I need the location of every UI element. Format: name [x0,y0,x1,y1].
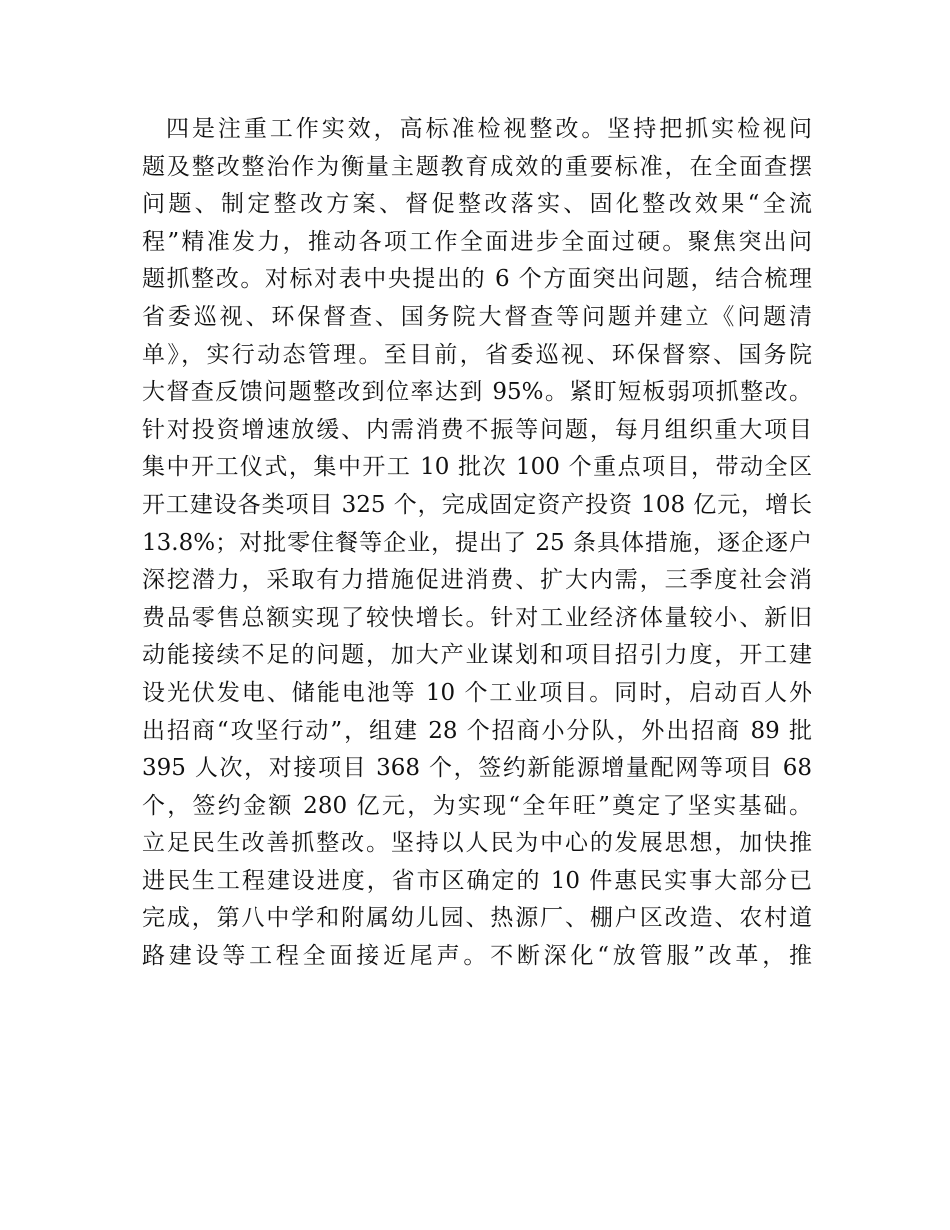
text-line: 四是注重工作实效，高标准检视整改。坚持把抓实检视问 [166,116,812,142]
text-line: 大督查反馈问题整改到位率达到 95%。紧盯短板弱项抓整改。 [142,379,812,406]
text-line: 个，签约金额 280 亿元，为实现“全年旺”奠定了坚实基础。 [142,792,812,819]
text-line: 立足民生改善抓整改。坚持以人民为中心的发展思想，加快推 [142,830,812,857]
text-line: 题抓整改。对标对表中央提出的 6 个方面突出问题，结合梳理 [142,266,812,293]
text-line: 进民生工程建设进度，省市区确定的 10 件惠民实事大部分已 [142,867,812,894]
text-line: 针对投资增速放缓、内需消费不振等问题，每月组织重大项目 [142,416,812,443]
text-line: 费品零售总额实现了较快增长。针对工业经济体量较小、新旧 [142,604,812,631]
text-line: 题及整改整治作为衡量主题教育成效的重要标准，在全面查摆 [142,153,812,180]
text-line: 395 人次，对接项目 368 个，签约新能源增量配网等项目 68 [142,755,812,782]
text-line: 程”精准发力，推动各项工作全面进步全面过硬。聚焦突出问 [142,228,812,255]
text-line: 深挖潜力，采取有力措施促进消费、扩大内需，三季度社会消 [142,567,812,594]
text-line: 问题、制定整改方案、督促整改落实、固化整改效果“全流 [142,191,812,218]
text-line: 13.8%；对批零住餐等企业，提出了 25 条具体措施，逐企逐户 [142,529,812,556]
text-line: 动能接续不足的问题，加大产业谋划和项目招引力度，开工建 [142,642,812,669]
body-paragraph [142,111,812,976]
text-line: 路建设等工程全面接近尾声。不断深化“放管服”改革，推 [142,943,812,970]
text-line: 出招商“攻坚行动”，组建 28 个招商小分队，外出招商 89 批 [142,717,812,744]
text-line: 省委巡视、环保督查、国务院大督查等问题并建立《问题清 [142,303,812,330]
text-line: 开工建设各类项目 325 个，完成固定资产投资 108 亿元，增长 [142,491,812,518]
text-line: 单》，实行动态管理。至目前，省委巡视、环保督察、国务院 [142,341,812,368]
text-line: 完成，第八中学和附属幼儿园、热源厂、棚户区改造、农村道 [142,905,812,932]
text-line: 集中开工仪式，集中开工 10 批次 100 个重点项目，带动全区 [142,454,812,481]
text-line: 设光伏发电、储能电池等 10 个工业项目。同时，启动百人外 [142,679,812,706]
